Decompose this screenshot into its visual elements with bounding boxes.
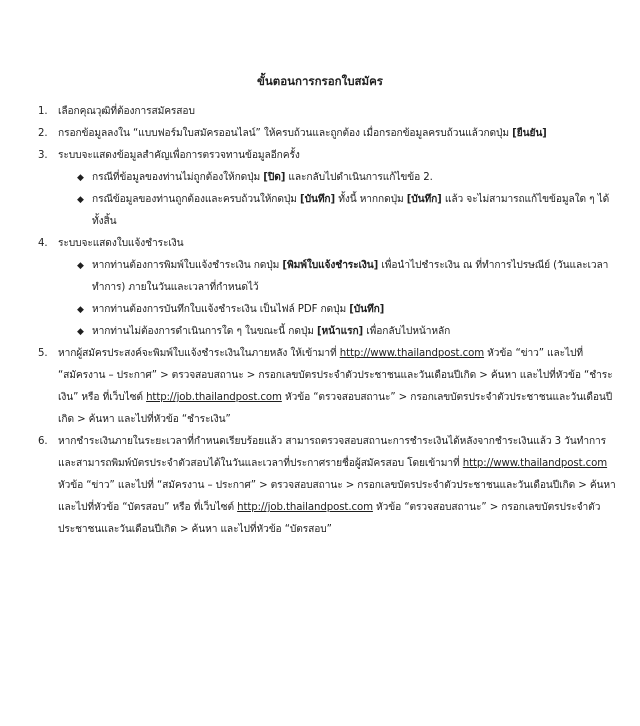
job-thailandpost-link[interactable]: http://job.thailandpost.com — [146, 392, 282, 403]
step-6 — [38, 431, 616, 541]
sub-text: หากท่านต้องการบันทึกใบแจ้งชำระเงิน เป็นไฟล์ PDF กดปุ่ม — [92, 304, 350, 315]
step-text: หัวข้อ “ตรวจสอบสถานะ” > กรอกเลขบัตรประจำตัวประชาชนและวันเดือนปีเกิด > ค้นหา และไปที่หัวข้อ “ชำระเงิน” — [58, 392, 613, 425]
sub-text: หากท่านไม่ต้องการดำเนินการใด ๆ ในขณะนี้ กดปุ่ม — [92, 326, 317, 337]
sub-item — [77, 167, 616, 189]
sub-text: หากท่านต้องการพิมพ์ใบแจ้งชำระเงิน กดปุ่ม — [92, 260, 283, 271]
close-button-label: [ปิด] — [263, 172, 286, 183]
diamond-bullet-icon: ◆ — [77, 327, 84, 337]
instructions — [38, 101, 616, 541]
step-text: หัวข้อ “ข่าว” และไปที่ “สมัครงาน – ประกาศ” > ตรวจสอบสถานะ > กรอกเลขบัตรประจำตัวประชาชนและวันเดือนปีเกิด > ค้นหา และไปที่หัวข้อ “ชำระเงิน” หรือ ที่เว็บไซต์ — [58, 348, 613, 403]
sub-text: กรณีที่ข้อมูลของท่านไม่ถูกต้องให้กดปุ่ม — [92, 172, 264, 183]
step-4 — [38, 233, 616, 343]
step-number: 3. — [38, 150, 48, 161]
sub-item — [77, 321, 616, 343]
step-number: 4. — [38, 238, 48, 249]
sub-item — [77, 299, 616, 321]
diamond-bullet-icon: ◆ — [77, 261, 84, 271]
print-payment-button-label: [พิมพ์ใบแจ้งชำระเงิน] — [282, 260, 379, 271]
thailandpost-link[interactable]: http://www.thailandpost.com — [339, 348, 485, 359]
step-text: เลือกคุณวุฒิที่ต้องการสมัครสอบ — [58, 106, 195, 117]
step-text: หากผู้สมัครประสงค์จะพิมพ์ใบแจ้งชำระเงินในภายหลัง ให้เข้ามาที่ — [58, 348, 340, 359]
confirm-button-label: [ยืนยัน] — [512, 128, 547, 139]
sub-text: เพื่อนำไปชำระเงิน ณ ที่ทำการไปรษณีย์ (วันและเวลาทำการ) ภายในวันและเวลาที่กำหนดไว้ — [92, 260, 609, 293]
step-text: ระบบจะแสดงข้อมูลสำคัญเพื่อการตรวจทานข้อมูลอีกครั้ง — [58, 150, 300, 161]
step-2 — [38, 123, 616, 145]
step-number: 6. — [38, 436, 48, 447]
step-1 — [38, 101, 616, 123]
save-button-label: [บันทึก] — [406, 194, 442, 205]
step-text: หากชำระเงินภายในระยะเวลาที่กำหนดเรียบร้อยแล้ว สามารถตรวจสอบสถานะการชำระเงินได้หลังจากชำระเงินแล้ว 3 วันทำการและสามารถพิมพ์บัตรประจำตัวสอบได้ในวันและเวลาที่ประกาศรายชื่อผู้สมัครสอบ โดยเข้ามาที่ — [58, 436, 607, 469]
sub-item — [77, 189, 616, 233]
step-number: 5. — [38, 348, 48, 359]
home-button-label: [หน้าแรก] — [317, 326, 364, 337]
diamond-bullet-icon: ◆ — [77, 305, 84, 315]
step-number: 2. — [38, 128, 48, 139]
diamond-bullet-icon: ◆ — [77, 173, 84, 183]
step-5 — [38, 343, 616, 431]
sub-text: แล้ว จะไม่สามารถแก้ไขข้อมูลใด ๆ ได้ทั้งสิ้น — [92, 194, 610, 227]
sub-list — [58, 167, 616, 233]
page-title: ขั้นตอนการกรอกใบสมัคร — [257, 74, 383, 88]
step-3 — [38, 145, 616, 233]
sub-text: กรณีข้อมูลของท่านถูกต้องและครบถ้วนให้กดปุ่ม — [92, 194, 301, 205]
sub-text: เพื่อกลับไปหน้าหลัก — [363, 326, 451, 337]
step-text: ระบบจะแสดงใบแจ้งชำระเงิน — [58, 238, 184, 249]
job-thailandpost-link[interactable]: http://job.thailandpost.com — [237, 502, 373, 513]
sub-text: และกลับไปดำเนินการแก้ไขข้อ 2. — [285, 172, 433, 183]
steps-list — [38, 101, 616, 541]
step-text: กรอกข้อมูลลงใน “แบบฟอร์มใบสมัครออนไลน์” ให้ครบถ้วนและถูกต้อง เมื่อกรอกข้อมูลครบถ้วนแล้วกดปุ่ม — [58, 128, 513, 139]
save-button-label: [บันทึก] — [349, 304, 385, 315]
sub-list — [58, 255, 616, 343]
save-button-label: [บันทึก] — [300, 194, 336, 205]
step-number: 1. — [38, 106, 48, 117]
sub-item — [77, 255, 616, 299]
diamond-bullet-icon: ◆ — [77, 195, 84, 205]
thailandpost-link[interactable]: http://www.thailandpost.com — [462, 458, 608, 469]
step-text: หัวข้อ “ตรวจสอบสถานะ” > กรอกเลขบัตรประจำตัวประชาชนและวันเดือนปีเกิด > ค้นหา และไปที่หัวข้อ “บัตรสอบ” — [58, 502, 601, 535]
sub-text: ทั้งนี้ หากกดปุ่ม — [335, 194, 407, 205]
step-text: หัวข้อ “ข่าว” และไปที่ “สมัครงาน – ประกาศ” > ตรวจสอบสถานะ > กรอกเลขบัตรประจำตัวประชาชนและวันเดือนปีเกิด > ค้นหา และไปที่หัวข้อ “บัตรสอบ” หรือ ที่เว็บไซต์ — [58, 480, 616, 513]
